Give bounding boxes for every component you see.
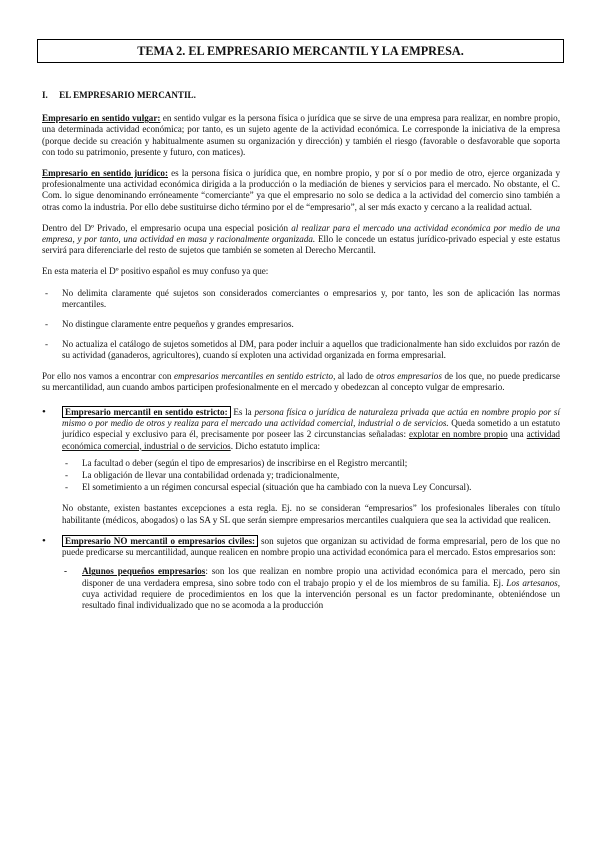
underlined-text: explotar en nombre propio — [408, 429, 508, 440]
document-body — [42, 90, 560, 621]
paragraph-excepciones: No obstante, existen bastantes excepciones a esta regla. Ej. no se consideran “empresarios” los profesionales liberales con título habilitante (médicos, abogados) o las SA y SL que serán siempre empresarios mercantiles cualquiera que sea la actividad que realicen. — [62, 503, 560, 525]
estatuto-list — [62, 458, 560, 494]
paragraph-text: , cuya actividad requiere de procedimientos en los que la intervención personal es un factor predominante, obteniéndose un resultado final individualizado que no se acomoda a la producción — [82, 577, 560, 610]
paragraph-text: es la persona física o jurídica que, en nombre propio, y por sí o por medio de otro, ejerce organizada y profesionalmente una actividad económica dirigida a la producción o la mediación de bienes y servicios para el mercado. No obstante, el C. Com. lo sigue denominando erróneamente “comerciante” ya que el empresario no solo se dedica a la actividad del comercio sino también a otras como la industria. Por ello debe sustituirse dicho término por el de “empresario”, al ser más exacto y cercano a la realidad actual. — [42, 168, 560, 212]
bullet-text — [62, 536, 560, 558]
paragraph-conclusion — [42, 371, 560, 393]
paragraph-sentido-juridico — [42, 168, 560, 213]
page-title: TEMA 2. EL EMPRESARIO MERCANTIL Y LA EMPRESA. — [37, 39, 564, 63]
paragraph-text: Ello le concede un estatus jurídico-privado especial y este estatus servirá para diferenciarle del resto de sujetos que también se someten al Derecho Mercantil. — [42, 234, 560, 256]
italic-text: empresarios mercantiles en sentido estricto, — [174, 370, 336, 381]
bullet-mercantil-estricto — [42, 407, 560, 526]
italic-text: otros empresarios — [376, 370, 442, 381]
term-label: Algunos pequeños empresarios — [82, 566, 206, 577]
boxed-term: Empresario NO mercantil o empresarios civiles: — [62, 535, 258, 547]
paragraph-text: : son los que realizan en nombre propio una actividad económica para el mercado, pero sin disponer de una verdadera empresa, sino sobre todo con el trabajo propio y el de los miembros de su familia. Ej. — [82, 566, 560, 588]
bullet-icon: • — [42, 534, 46, 547]
paragraph-text: Es la — [230, 407, 255, 418]
list-item: - No actualiza el catálogo de sujetos sometidos al DM, para poder incluir a aquellos que tradicionalmente han sido excluidos por razón de su actividad (ganaderos, agricultores), cuando sí exploten una actividad organizada en forma empresarial. — [42, 339, 560, 361]
dash-list — [42, 288, 560, 362]
bullet-no-mercantil — [42, 536, 560, 611]
italic-text: Los artesanos — [506, 577, 558, 588]
section-heading: I. EL EMPRESARIO MERCANTIL. — [42, 90, 196, 100]
paragraph-text: de los que, no puede predicarse su mercantilidad, aun cuando ambos participen profesionalmente en el mercado y obedezcan al concepto vulgar de empresario. — [42, 370, 560, 392]
paragraph-text: son sujetos que organizan su actividad de forma empresarial, pero de los que no puede predicarse su mercantilidad, aunque realicen en nombre propio una actividad económica para el mercado. Estos empresarios son: — [62, 535, 561, 558]
list-item: - La obligación de llevar una contabilidad ordenada y; tradicionalmente, — [62, 470, 560, 481]
paragraph-text: . Dicho estatuto implica: — [230, 440, 321, 451]
paragraph-intro-list: En esta materia el Dº positivo español es muy confuso ya que: — [42, 266, 269, 277]
list-item: - La facultad o deber (según el tipo de empresarios) de inscribirse en el Registro mercantil; — [62, 458, 560, 469]
dash-marker: - — [64, 566, 68, 577]
paragraph-derecho-privado — [42, 223, 560, 257]
term-label: Empresario en sentido vulgar: — [42, 113, 161, 124]
italic-text: persona física o jurídica de naturaleza privada que actúa en nombre propio por sí mismo o por medio de otros y realiza para el mercado una actividad comercial, industrial o de servicios. — [62, 407, 560, 429]
boxed-term: Empresario mercantil en sentido estricto: — [62, 406, 231, 418]
list-item: - El sometimiento a un régimen concursal especial (situación que ha cambiado con la nueva Ley Concursal). — [62, 482, 560, 493]
bullet-text — [62, 407, 560, 452]
italic-text: al realizar para el mercado una actividad económica por medio de una empresa, y por tanto, una actividad en masa y racionalmente organizada. — [42, 222, 560, 245]
sub-item-pequenos — [62, 566, 560, 611]
paragraph-text: Queda sometido a un estatuto jurídico especial y exclusivo para él, precisamente por poseer las 2 circunstancias señaladas: — [62, 418, 560, 440]
paragraph-text: una — [507, 429, 527, 440]
paragraph-sentido-vulgar — [42, 113, 560, 158]
paragraph-text: Dentro del Dº Privado, el empresario ocupa una especial posición — [42, 222, 292, 233]
underlined-text: actividad económica comercial, industrial o de servicios — [62, 429, 560, 451]
term-label: Empresario en sentido jurídico: — [42, 168, 168, 179]
paragraph-text: en sentido vulgar es la persona física o jurídica que se sirve de una empresa para realizar, en nombre propio, una determinada actividad económica; por tanto, es un sujeto agente de la actividad económica. Le corresponde la iniciativa de la empresa (porque decide su creación y habitualmente asumen su organización y dirección) y también el riesgo (favorable o desfavorable que soporta con todo su patrimonio, presente y futuro, con matices). — [42, 113, 560, 157]
bullet-icon: • — [42, 406, 46, 419]
paragraph-text: al lado de — [335, 370, 377, 381]
list-item: - No delimita claramente qué sujetos son considerados comerciantes o empresarios y, por tanto, les son de aplicación las normas mercantiles. — [42, 288, 560, 310]
paragraph-text: Por ello nos vamos a encontrar con — [42, 370, 175, 381]
list-item: - No distingue claramente entre pequeños y grandes empresarios. — [42, 319, 560, 330]
